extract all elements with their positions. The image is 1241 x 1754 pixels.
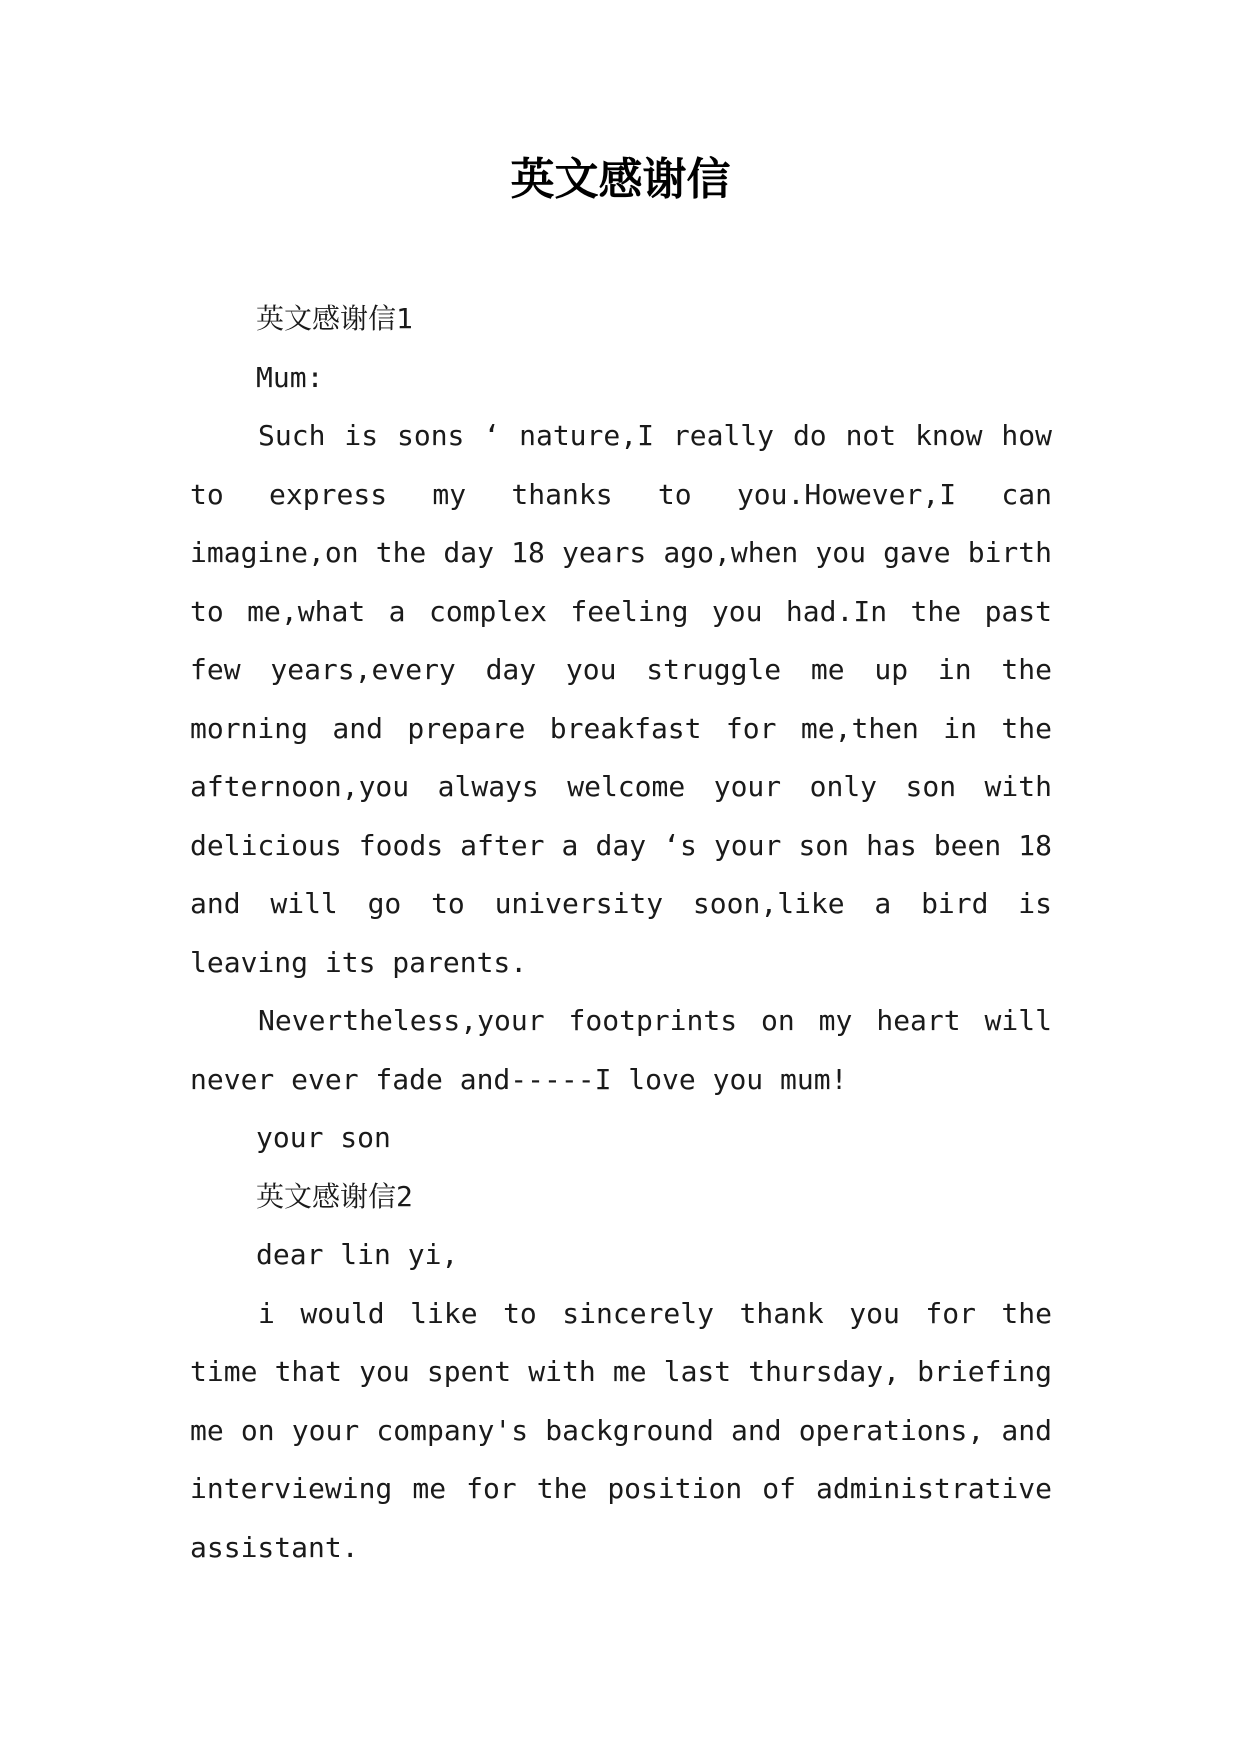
document-body	[190, 290, 1052, 1577]
letter1-paragraph-2: Nevertheless,your footprints on my heart will never ever fade and-----I love you mum!	[190, 1004, 1052, 1096]
letter1-paragraph-1: Such is sons ‘ nature,I really do not know how to express my thanks to you.However,I can imagine,on the day 18 years ago,when you gave birth to me,what a complex feeling you had.In the past few years,every day you struggle me up in the morning and prepare breakfast for me,then in the afternoon,you always welcome your only son with delicious foods after a day ‘s your son has been 18 and will go to university soon,like a bird is leaving its parents.	[190, 419, 1052, 979]
letter1-heading: 英文感谢信1	[256, 302, 413, 335]
letter2-heading: 英文感谢信2	[256, 1179, 413, 1213]
letter2-salutation: dear lin yi,	[256, 1238, 459, 1271]
letter1-signature: your son	[256, 1121, 391, 1154]
letter1-salutation: Mum:	[256, 360, 324, 394]
letter2-paragraph-1: i would like to sincerely thank you for the time that you spent with me last thursday, briefing me on your company's background and operations, and interviewing me for the position of administrative assistant.	[190, 1296, 1052, 1564]
document-title: 英文感谢信	[510, 154, 731, 205]
